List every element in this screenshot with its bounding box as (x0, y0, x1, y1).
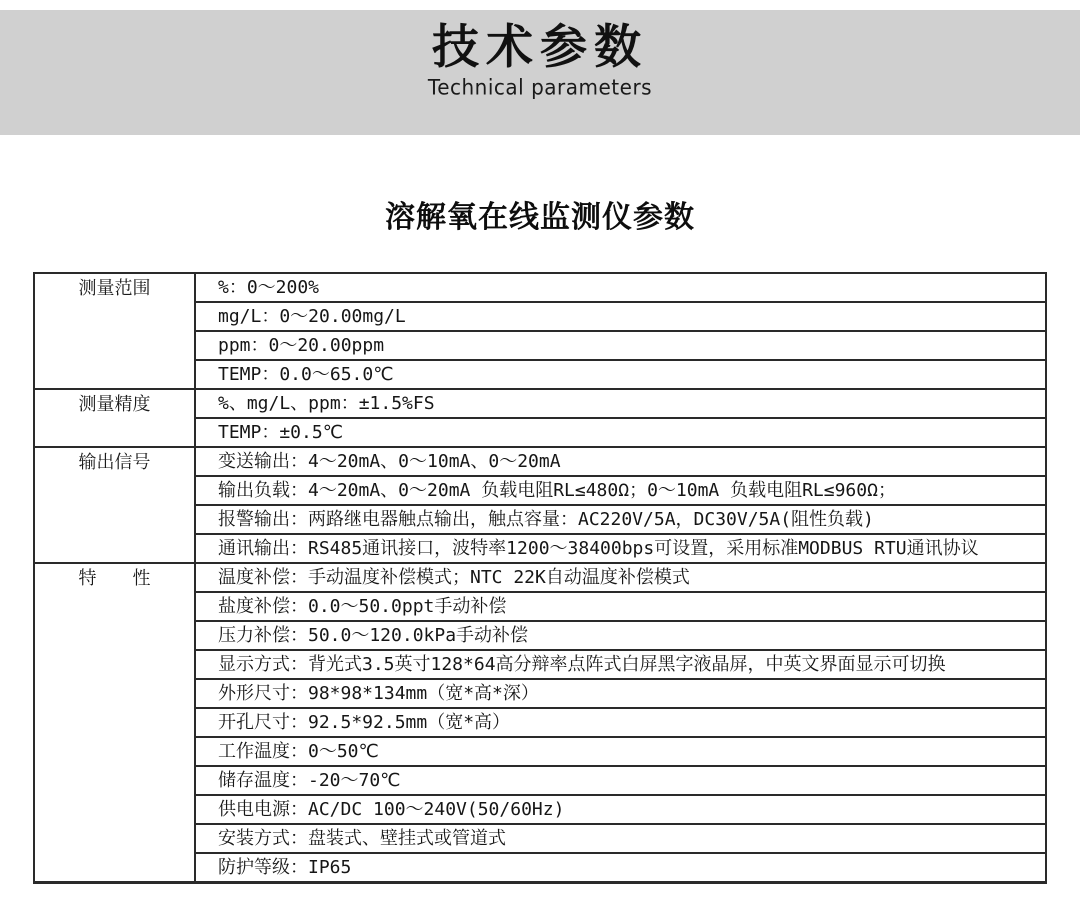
param-value: TEMP：±0.5℃ (195, 418, 1046, 447)
param-value: 变送输出：4～20mA、0～10mA、0～20mA (195, 447, 1046, 476)
param-value: 开孔尺寸：92.5*92.5mm（宽*高） (195, 708, 1046, 737)
table-row (34, 273, 1046, 302)
section-title: 溶解氧在线监测仪参数 (385, 200, 695, 235)
param-group-label: 特 性 (34, 563, 195, 883)
param-value: mg/L：0～20.00mg/L (195, 302, 1046, 331)
param-value: %：0～200% (195, 273, 1046, 302)
param-value: 外形尺寸：98*98*134mm（宽*高*深） (195, 679, 1046, 708)
param-value: 温度补偿：手动温度补偿模式；NTC 22K自动温度补偿模式 (195, 563, 1046, 592)
page-subtitle: Technical parameters (427, 74, 653, 100)
param-value: 工作温度：0～50℃ (195, 737, 1046, 766)
page-title: 技术参数 (432, 20, 648, 75)
param-value: TEMP：0.0～65.0℃ (195, 360, 1046, 389)
param-group-label: 测量范围 (34, 273, 195, 389)
param-value: 储存温度：-20～70℃ (195, 766, 1046, 795)
param-value: 供电电源：AC/DC 100～240V(50/60Hz) (195, 795, 1046, 824)
table-row (34, 447, 1046, 476)
param-value: 盐度补偿：0.0～50.0ppt手动补偿 (195, 592, 1046, 621)
param-value: 报警输出：两路继电器触点输出，触点容量：AC220V/5A，DC30V/5A(阻性负载) (195, 505, 1046, 534)
table-row (34, 563, 1046, 592)
param-value: 显示方式：背光式3.5英寸128*64高分辩率点阵式白屏黑字液晶屏，中英文界面显示可切换 (195, 650, 1046, 679)
parameters-table (33, 272, 1047, 884)
param-value: 通讯输出：RS485通讯接口，波特率1200～38400bps可设置，采用标准MODBUS RTU通讯协议 (195, 534, 1046, 563)
param-group-label: 测量精度 (34, 389, 195, 447)
parameters-table-body (34, 273, 1046, 883)
param-value: 安装方式：盘装式、壁挂式或管道式 (195, 824, 1046, 853)
param-group-label: 输出信号 (34, 447, 195, 563)
param-value: 防护等级：IP65 (195, 853, 1046, 883)
param-value: ppm：0～20.00ppm (195, 331, 1046, 360)
param-value: 压力补偿：50.0～120.0kPa手动补偿 (195, 621, 1046, 650)
header-banner (0, 10, 1080, 135)
table-row (34, 389, 1046, 418)
param-value: 输出负载：4～20mA、0～20mA 负载电阻RL≤480Ω；0～10mA 负载电阻RL≤960Ω； (195, 476, 1046, 505)
param-value: %、mg/L、ppm：±1.5%FS (195, 389, 1046, 418)
